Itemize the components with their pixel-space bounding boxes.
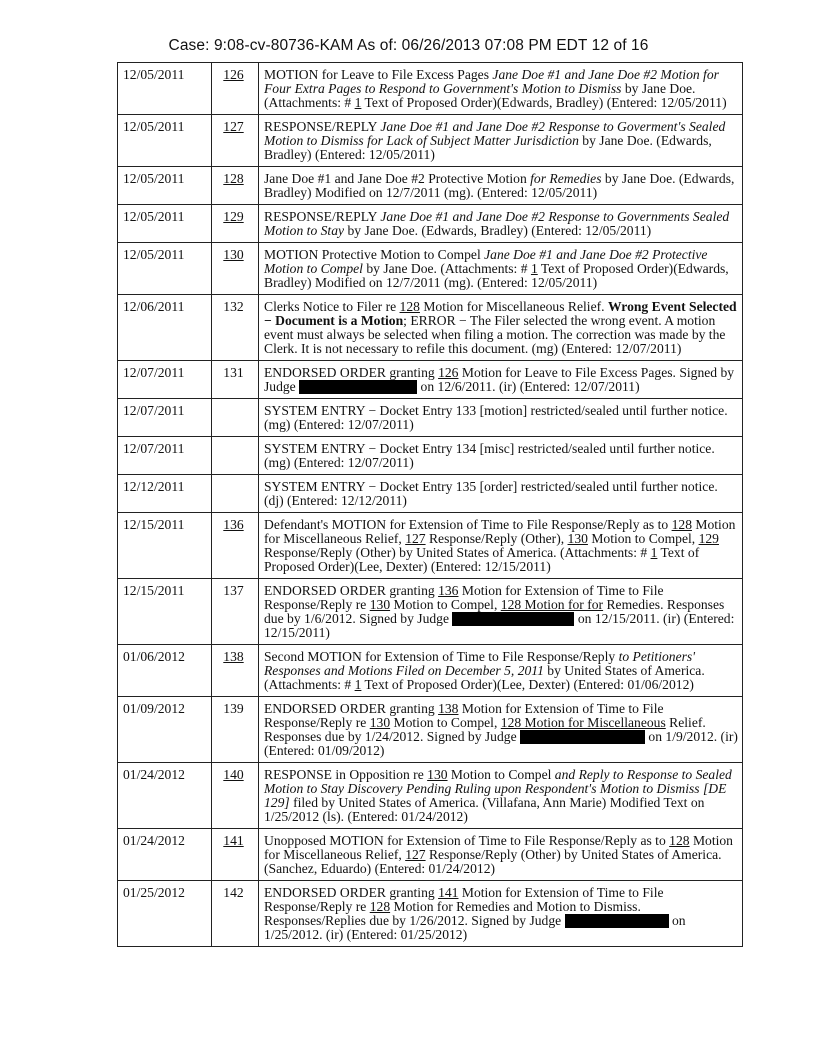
entry-number: 137 bbox=[223, 583, 244, 598]
redaction-block bbox=[520, 730, 645, 744]
attachment-link[interactable]: 1 bbox=[354, 95, 362, 110]
docket-row bbox=[118, 475, 743, 513]
entry-text: ENDORSED ORDER granting 126 Motion for Leave to File Excess Pages. Signed by Judge on 12/6/2011. (ir) (Entered: 12/07/2011) bbox=[259, 361, 743, 399]
entry-number: 131 bbox=[223, 365, 244, 380]
entry-text: RESPONSE in Opposition re 130 Motion to Compel and Reply to Response to Sealed Motion to Stay Discovery Pending Ruling upon Respondent's Motion to Dismiss [DE 129] filed by United States of America. (Villafana, Ann Marie) Modified Text on 1/25/2012 (ls). (Entered: 01/24/2012) bbox=[259, 763, 743, 829]
entry-number-link[interactable]: 126 bbox=[223, 67, 244, 82]
redaction-block bbox=[565, 914, 669, 928]
entry-text: SYSTEM ENTRY − Docket Entry 135 [order] restricted/sealed until further notice. (dj) (Entered: 12/12/2011) bbox=[259, 475, 743, 513]
entry-date: 12/05/2011 bbox=[118, 63, 212, 115]
entry-text: MOTION Protective Motion to Compel Jane Doe #1 and Jane Doe #2 Protective Motion to Compel by Jane Doe. (Attachments: # 1 Text of Proposed Order)(Edwards, Bradley) Modified on 12/7/2011 (mg). (Entered: 12/05/2011) bbox=[259, 243, 743, 295]
entry-number-link[interactable]: 128 bbox=[223, 171, 244, 186]
entry-text: SYSTEM ENTRY − Docket Entry 133 [motion] restricted/sealed until further notice. (mg) (Entered: 12/07/2011) bbox=[259, 399, 743, 437]
reference-link[interactable]: 128 bbox=[369, 899, 391, 914]
entry-date: 12/05/2011 bbox=[118, 167, 212, 205]
docket-table bbox=[117, 62, 743, 947]
entry-text: RESPONSE/REPLY Jane Doe #1 and Jane Doe #2 Response to Governments Sealed Motion to Stay by Jane Doe. (Edwards, Bradley) (Entered: 12/05/2011) bbox=[259, 205, 743, 243]
entry-text: SYSTEM ENTRY − Docket Entry 134 [misc] restricted/sealed until further notice. (mg) (Entered: 12/07/2011) bbox=[259, 437, 743, 475]
entry-date: 12/15/2011 bbox=[118, 579, 212, 645]
entry-number-link[interactable]: 136 bbox=[223, 517, 244, 532]
entry-text: Jane Doe #1 and Jane Doe #2 Protective Motion for Remedies by Jane Doe. (Edwards, Bradley) Modified on 12/7/2011 (mg). (Entered: 12/05/2011) bbox=[259, 167, 743, 205]
entry-text: ENDORSED ORDER granting 136 Motion for Extension of Time to File Response/Reply re 130 Motion to Compel, 128 Motion for for Remedies. Responses due by 1/6/2012. Signed by Judge on 12/15/2011. (ir) (Entered: 12/15/2011) bbox=[259, 579, 743, 645]
reference-link[interactable]: 127 bbox=[405, 847, 426, 862]
entry-date: 12/07/2011 bbox=[118, 361, 212, 399]
entry-date: 12/06/2011 bbox=[118, 295, 212, 361]
entry-number-link[interactable]: 140 bbox=[223, 767, 244, 782]
redaction-block bbox=[299, 380, 417, 394]
reference-link[interactable]: 130 bbox=[369, 597, 391, 612]
entry-date: 01/06/2012 bbox=[118, 645, 212, 697]
entry-number-link[interactable]: 127 bbox=[223, 119, 244, 134]
entry-text: Defendant's MOTION for Extension of Time to File Response/Reply as to 128 Motion for Miscellaneous Relief, 127 Response/Reply (Other), 130 Motion to Compel, 129 Response/Reply (Other) by United States of America. (Attachments: # 1 Text of Proposed Order)(Lee, Dexter) (Entered: 12/15/2011) bbox=[259, 513, 743, 579]
reference-link[interactable]: 126 bbox=[438, 365, 459, 380]
entry-number: 142 bbox=[223, 885, 244, 900]
docket-row bbox=[118, 579, 743, 645]
entry-text: RESPONSE/REPLY Jane Doe #1 and Jane Doe #2 Response to Goverment's Sealed Motion to Dismiss for Lack of Subject Matter Jurisdiction by Jane Doe. (Edwards, Bradley) (Entered: 12/05/2011) bbox=[259, 115, 743, 167]
reference-link[interactable]: 130 bbox=[369, 715, 391, 730]
docket-row bbox=[118, 399, 743, 437]
redaction-block bbox=[452, 612, 574, 626]
entry-number-link[interactable]: 138 bbox=[223, 649, 244, 664]
docket-row bbox=[118, 881, 743, 947]
attachment-link[interactable]: 1 bbox=[650, 545, 658, 560]
entry-text: MOTION for Leave to File Excess Pages Jane Doe #1 and Jane Doe #2 Motion for Four Extra Pages to Respond to Government's Motion to Dismiss by Jane Doe. (Attachments: # 1 Text of Proposed Order)(Edwards, Bradley) (Entered: 12/05/2011) bbox=[259, 63, 743, 115]
docket-row bbox=[118, 243, 743, 295]
reference-link[interactable]: 128 bbox=[399, 299, 420, 314]
docket-row bbox=[118, 63, 743, 115]
entry-number-link[interactable]: 129 bbox=[223, 209, 244, 224]
attachment-link[interactable]: 1 bbox=[354, 677, 362, 692]
entry-text: ENDORSED ORDER granting 138 Motion for Extension of Time to File Response/Reply re 130 Motion to Compel, 128 Motion for Miscellaneous Relief. Responses due by 1/24/2012. Signed by Judge on 1/9/2012. (ir) (Entered: 01/09/2012) bbox=[259, 697, 743, 763]
reference-link[interactable]: 128 Motion for Miscellaneous bbox=[500, 715, 666, 730]
entry-number-link[interactable]: 141 bbox=[223, 833, 244, 848]
entry-date: 12/07/2011 bbox=[118, 399, 212, 437]
entry-date: 12/15/2011 bbox=[118, 513, 212, 579]
docket-row bbox=[118, 167, 743, 205]
docket-row bbox=[118, 513, 743, 579]
reference-link[interactable]: 128 Motion for for bbox=[500, 597, 604, 612]
entry-date: 12/05/2011 bbox=[118, 115, 212, 167]
docket-row bbox=[118, 361, 743, 399]
reference-link[interactable]: 138 bbox=[438, 701, 459, 716]
reference-link[interactable]: 136 bbox=[438, 583, 459, 598]
entry-date: 12/07/2011 bbox=[118, 437, 212, 475]
page-header: Case: 9:08-cv-80736-KAM As of: 06/26/2013 07:08 PM EDT 12 of 16 bbox=[168, 37, 649, 54]
entry-number: 132 bbox=[223, 299, 244, 314]
reference-link[interactable]: 127 bbox=[405, 531, 426, 546]
entry-text: Unopposed MOTION for Extension of Time to File Response/Reply as to 128 Motion for Miscellaneous Relief, 127 Response/Reply (Other) by United States of America. (Sanchez, Eduardo) (Entered: 01/24/2012) bbox=[259, 829, 743, 881]
entry-date: 12/05/2011 bbox=[118, 205, 212, 243]
docket-row bbox=[118, 645, 743, 697]
reference-link[interactable]: 128 bbox=[669, 833, 690, 848]
docket-row bbox=[118, 437, 743, 475]
docket-row bbox=[118, 115, 743, 167]
entry-date: 01/25/2012 bbox=[118, 881, 212, 947]
entry-date: 01/24/2012 bbox=[118, 763, 212, 829]
docket-row bbox=[118, 205, 743, 243]
reference-link[interactable]: 129 bbox=[698, 531, 719, 546]
entry-date: 01/09/2012 bbox=[118, 697, 212, 763]
entry-number-link[interactable]: 130 bbox=[223, 247, 244, 262]
attachment-link[interactable]: 1 bbox=[530, 261, 538, 276]
docket-row bbox=[118, 295, 743, 361]
reference-link[interactable]: 128 bbox=[671, 517, 692, 532]
docket-row bbox=[118, 829, 743, 881]
reference-link[interactable]: 130 bbox=[427, 767, 448, 782]
reference-link[interactable]: 141 bbox=[438, 885, 459, 900]
entry-date: 12/05/2011 bbox=[118, 243, 212, 295]
entry-text: ENDORSED ORDER granting 141 Motion for Extension of Time to File Response/Reply re 128 Motion for Remedies and Motion to Dismiss. Responses/Replies due by 1/26/2012. Signed by Judge on 1/25/2012. (ir) (Entered: 01/25/2012) bbox=[259, 881, 743, 947]
entry-date: 01/24/2012 bbox=[118, 829, 212, 881]
entry-text: Second MOTION for Extension of Time to File Response/Reply to Petitioners' Responses and Motions Filed on December 5, 2011 by United States of America. (Attachments: # 1 Text of Proposed Order)(Lee, Dexter) (Entered: 01/06/2012) bbox=[259, 645, 743, 697]
docket-row bbox=[118, 697, 743, 763]
docket-row bbox=[118, 763, 743, 829]
reference-link[interactable]: 130 bbox=[567, 531, 588, 546]
entry-number: 139 bbox=[223, 701, 244, 716]
entry-text: Clerks Notice to Filer re 128 Motion for Miscellaneous Relief. Wrong Event Selected − Document is a Motion; ERROR − The Filer selected the wrong event. A motion event must always be selected when filing a motion. The correction was made by the Clerk. It is not necessary to refile this document. (mg) (Entered: 12/07/2011) bbox=[259, 295, 743, 361]
entry-date: 12/12/2011 bbox=[118, 475, 212, 513]
